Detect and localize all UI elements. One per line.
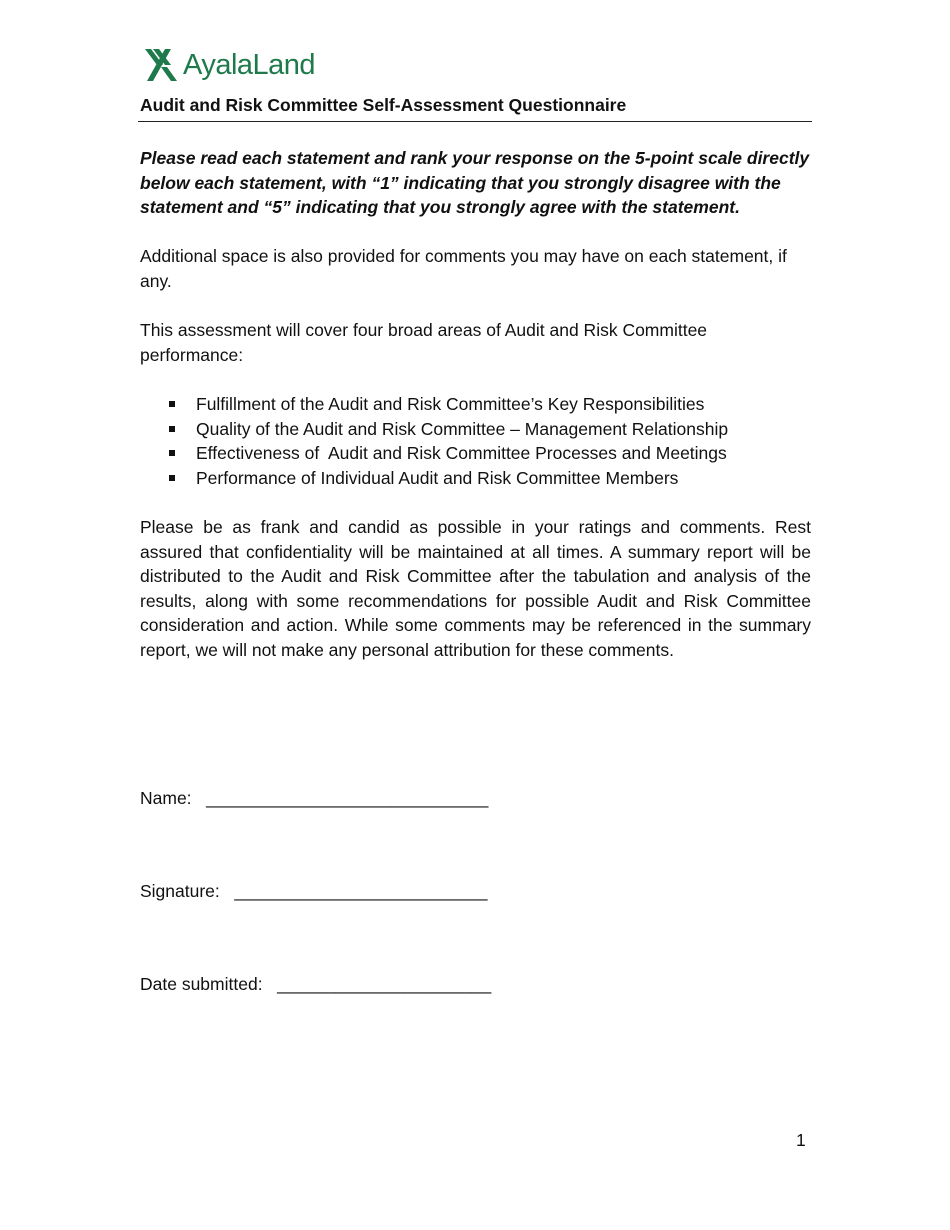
area-label: Fulfillment of the Audit and Risk Committee’s Key Responsibilities — [196, 394, 705, 414]
title-divider — [138, 121, 812, 122]
date-submitted-blank-line[interactable]: ______________________ — [277, 974, 492, 994]
square-bullet-icon — [169, 475, 175, 481]
date-submitted-field — [140, 972, 491, 996]
coverage-intro-paragraph: This assessment will cover four broad areas of Audit and Risk Committee performance: — [140, 320, 708, 365]
ayala-land-mark-icon — [143, 47, 179, 83]
signature-field — [140, 879, 487, 903]
signature-blank-line[interactable]: __________________________ — [234, 881, 488, 901]
square-bullet-icon — [169, 401, 175, 407]
page-number: 1 — [796, 1130, 806, 1150]
instructions-paragraph: Please read each statement and rank your response on the 5-point scale directly below each statement, with “1” indicating that you strongly disagree with the statement and “5” indicating that you strongly agree with the statement. — [140, 148, 810, 218]
list-item — [140, 417, 811, 442]
name-field — [140, 786, 488, 810]
additional-space-paragraph: Additional space is also provided for comments you may have on each statement, if any. — [140, 246, 787, 291]
signature-label: Signature: — [140, 881, 220, 901]
square-bullet-icon — [169, 426, 175, 432]
square-bullet-icon — [169, 450, 175, 456]
list-item — [140, 441, 811, 466]
list-item — [140, 392, 811, 417]
page-title: Audit and Risk Committee Self-Assessment Questionnaire — [140, 95, 627, 115]
date-submitted-label: Date submitted: — [140, 974, 263, 994]
area-label: Quality of the Audit and Risk Committee – Management Relationship — [196, 418, 729, 439]
closing-paragraph: Please be as frank and candid as possible in your ratings and comments. Rest assured that confidentiality will be maintained at all times. A summary report will be distributed to the Audit and Risk Committee after the tabulation and analysis of the results, along with some recommendations for possible Audit and Risk Committee consideration and action. While some comments may be referenced in the summary report, we will not make any personal attribution for these comments. — [140, 517, 811, 660]
name-label: Name: — [140, 788, 192, 808]
logo-wordmark: AyalaLand — [183, 48, 316, 81]
ayala-land-logo — [143, 40, 341, 90]
list-item — [140, 466, 811, 491]
area-label: Performance of Individual Audit and Risk Committee Members — [196, 467, 679, 488]
area-label: Effectiveness of Audit and Risk Committee Processes and Meetings — [196, 443, 727, 464]
name-blank-line[interactable]: _____________________________ — [206, 788, 489, 808]
assessment-areas-list — [140, 392, 811, 490]
